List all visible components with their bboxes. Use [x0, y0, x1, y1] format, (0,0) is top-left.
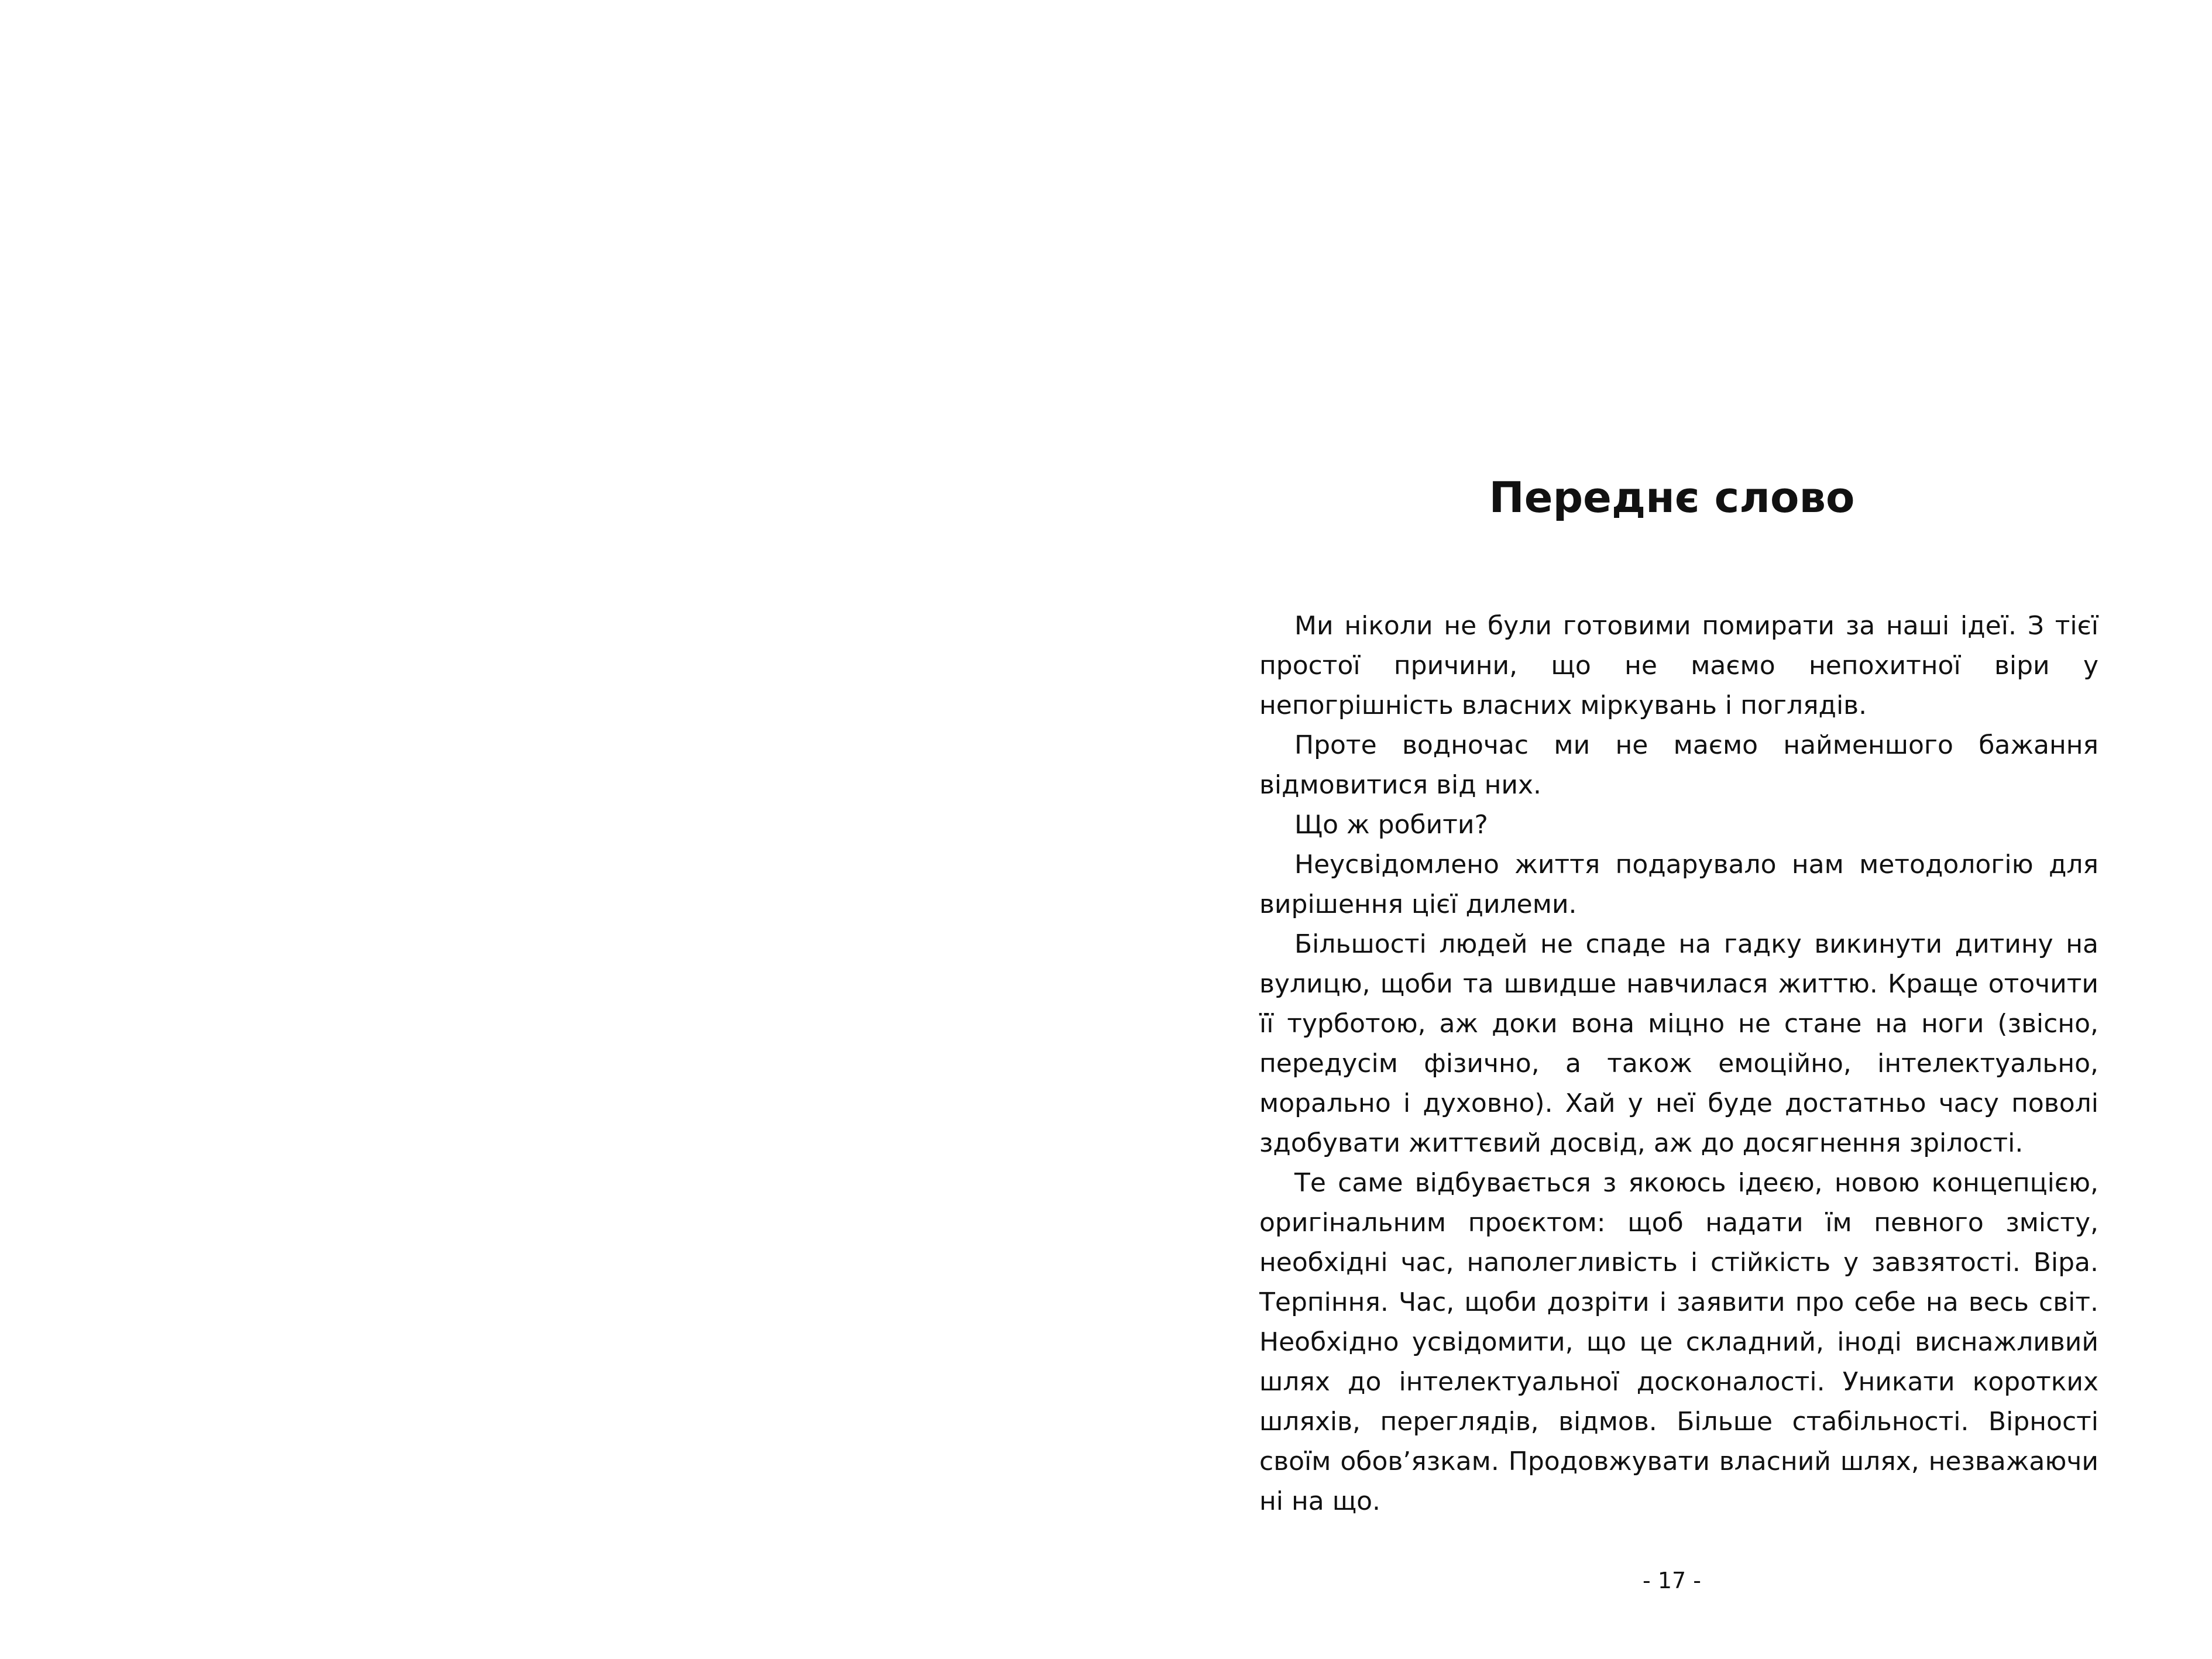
paragraph: Неусвідомлено життя подарувало нам методологію для вирішення цієї дилеми. — [1259, 850, 2098, 919]
paragraph: Ми ніколи не були готовими помирати за наші ідеї. З тієї простої причини, що не маємо непохитної віри у непогрішність власних міркувань і поглядів. — [1259, 611, 2098, 720]
body-text — [1259, 606, 2098, 1521]
paragraph: Більшості людей не спаде на гадку викинути дитину на вулицю, щоби та швидше навчилася життю. Краще оточити її турботою, аж доки вона міцно не стане на ноги (звісно, передусім фізично, а також емоційно, інтелектуально, морально і духовно). Хай у неї буде достатньо часу поволі здобувати життєвий досвід, аж до досягнення зрілості. — [1259, 929, 2098, 1158]
paragraph: Те саме відбувається з якоюсь ідеєю, новою концепцією, оригінальним проєктом: щоб надати їм певного змісту, необхідні час, наполегливість і стійкість у завзятості. Віра. Терпіння. Час, щоби дозріти і заявити про себе на весь світ. Необхідно усвідомити, що це складний, іноді виснажливий шлях до інтелектуальної досконалості. Уникати коротких шляхів, переглядів, відмов. Більше стабільності. Вірності своїм обов’язкам. Продовжувати власний шлях, незважаючи ні на що. — [1259, 1168, 2098, 1516]
paragraph: Що ж робити? — [1294, 810, 1488, 840]
page-number: - 17 - — [1643, 1568, 1701, 1593]
chapter-title: Переднє слово — [1489, 473, 1855, 522]
right-page — [1106, 0, 2212, 1659]
paragraph: Проте водночас ми не маємо найменшого бажання відмовитися від них. — [1259, 730, 2098, 800]
